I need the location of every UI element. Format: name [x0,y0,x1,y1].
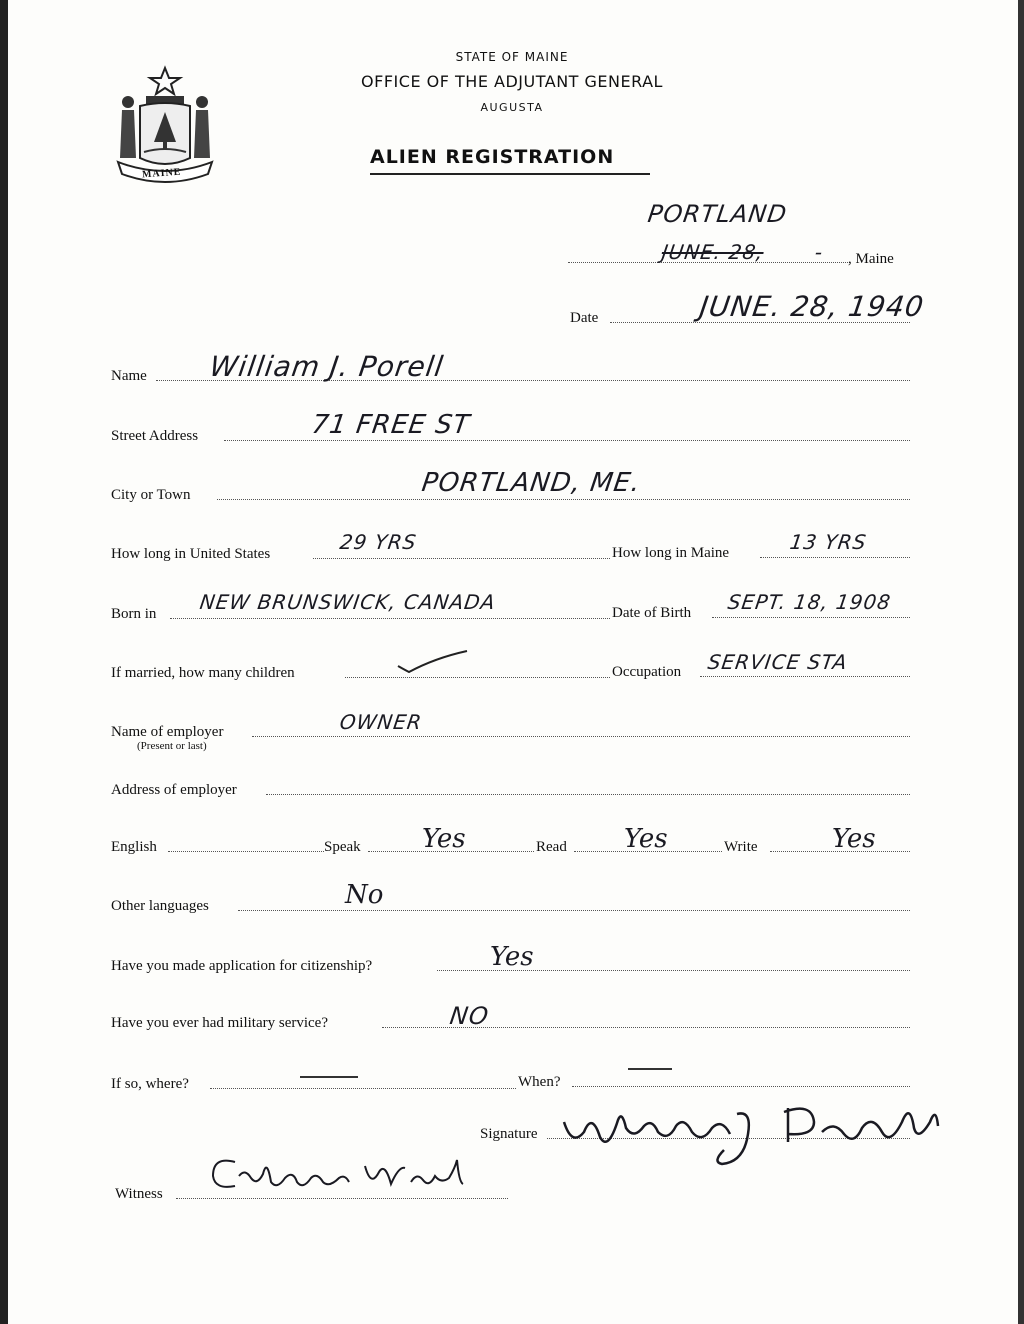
occupation-label: Occupation [612,664,682,680]
when-label: When? [518,1074,561,1090]
place-maine-suffix: , Maine [848,251,894,267]
witness-dotted-line [176,1198,508,1199]
speak-label: Speak [324,839,361,855]
us-duration-label: How long in United States [111,546,271,562]
city-value: PORTLAND, ME. [419,468,643,498]
us-duration-value: 29 YRS [338,530,419,554]
date-value: JUNE. 28, 1940 [697,290,927,323]
scan-right-edge [1018,0,1024,1324]
seal-banner-text: MAINE [141,166,182,181]
place-crossed-out-date: JUNE. 28, [660,240,766,264]
born-in-dotted-line [170,618,610,619]
other-languages-label: Other languages [111,898,209,914]
checkmark-icon [395,648,470,678]
scan-left-edge [0,0,8,1324]
read-value: Yes [624,824,668,854]
date-label: Date [570,310,599,326]
write-label: Write [724,839,758,855]
citizenship-value: Yes [490,942,534,972]
header-state: STATE OF MAINE [455,50,569,64]
military-value: NO [448,1002,491,1030]
employer-sublabel: (Present or last) [137,740,207,752]
us-duration-dotted-line [313,558,610,559]
employer-dotted-line [252,736,910,737]
title-underline [370,173,650,175]
applicant-signature [552,1092,942,1172]
english-dotted-line [168,851,324,852]
where-dotted-line [210,1088,516,1089]
maine-duration-dotted-line [760,557,910,558]
dob-dotted-line [712,617,910,618]
dob-value: SEPT. 18, 1908 [726,590,893,614]
military-label: Have you ever had military service? [111,1015,328,1031]
where-label: If so, where? [111,1076,189,1092]
occupation-dotted-line [700,676,910,677]
citizenship-label: Have you made application for citizenship? [111,958,373,974]
employer-address-label: Address of employer [111,782,237,798]
maine-duration-value: 13 YRS [788,530,869,554]
maine-duration-label: How long in Maine [612,545,730,561]
employer-label: Name of employer [111,724,224,740]
city-dotted-line [217,499,910,500]
employer-value: OWNER [338,710,424,734]
occupation-value: SERVICE STA [706,650,850,674]
born-in-label: Born in [111,606,157,622]
header-office: OFFICE OF THE ADJUTANT GENERAL [361,72,663,91]
other-languages-value: No [345,880,384,910]
place-city-handwritten: PORTLAND [646,200,789,228]
employer-address-dotted-line [266,794,910,795]
witness-label: Witness [115,1186,163,1202]
children-dotted-line [345,677,610,678]
write-value: Yes [832,824,876,854]
born-in-value: NEW BRUNSWICK, CANADA [198,590,498,614]
speak-value: Yes [422,824,466,854]
read-label: Read [536,839,567,855]
english-label: English [111,839,157,855]
name-label: Name [111,368,147,384]
name-value: William J. Porell [207,350,446,383]
when-dotted-line [572,1086,910,1087]
street-label: Street Address [111,428,199,444]
form-title: ALIEN REGISTRATION [370,146,615,168]
where-dash-mark [300,1076,358,1078]
place-dash: - [813,240,825,264]
other-languages-dotted-line [238,910,910,911]
children-label: If married, how many children [111,665,295,681]
header-city: AUGUSTA [480,101,544,114]
street-value: 71 FREE ST [309,410,472,440]
signature-label: Signature [480,1126,538,1142]
witness-signature [205,1148,465,1198]
street-dotted-line [224,440,910,441]
city-label: City or Town [111,487,191,503]
when-dash-mark [628,1068,672,1070]
dob-label: Date of Birth [612,605,692,621]
